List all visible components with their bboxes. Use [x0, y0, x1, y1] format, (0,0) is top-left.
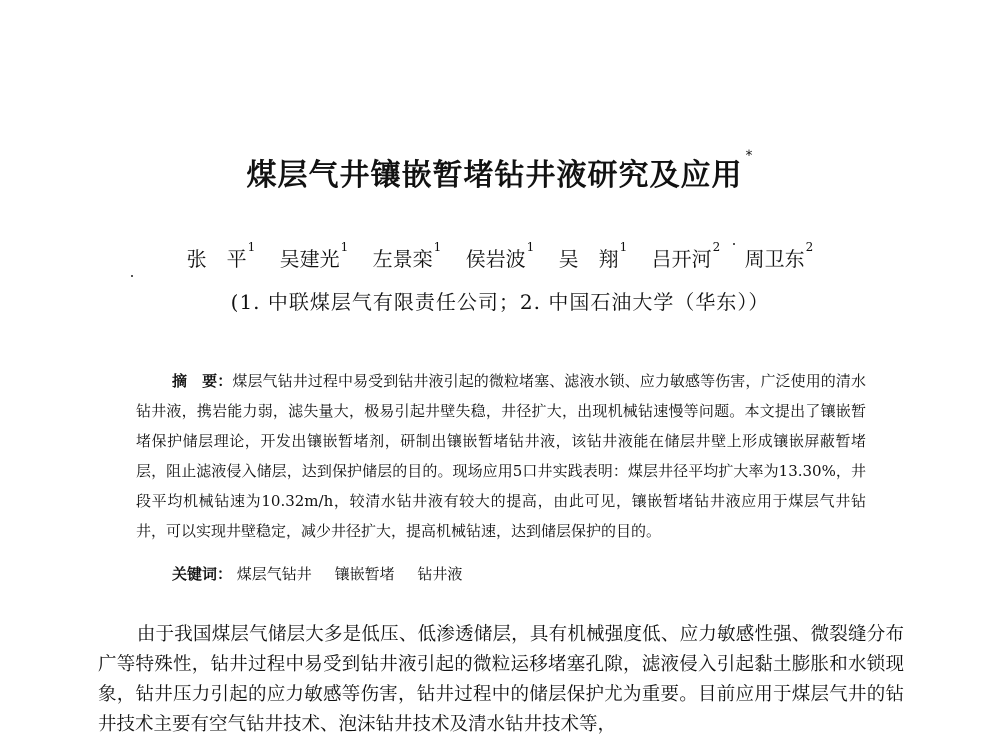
- author-affiliation-mark: 2: [805, 240, 814, 254]
- keyword: 镶嵌暂堵: [334, 565, 395, 583]
- abstract-label: 摘 要：: [172, 372, 233, 390]
- author: [651, 240, 721, 272]
- author-name: 周卫东: [744, 247, 805, 271]
- keywords: [172, 563, 480, 584]
- author-affiliation-mark: 1: [526, 240, 535, 254]
- author-name: 张 平: [186, 247, 247, 271]
- author-name: 吴建光: [279, 247, 340, 271]
- abstract: [136, 366, 866, 546]
- author: [465, 240, 535, 272]
- author-affiliation-mark: 1: [433, 240, 442, 254]
- author: [744, 240, 814, 272]
- keyword: 钻井液: [417, 565, 463, 583]
- author: [186, 240, 256, 272]
- keywords-label: 关键词：: [172, 565, 233, 583]
- author: [279, 240, 349, 272]
- author: [372, 240, 442, 272]
- author-affiliation-mark: 1: [247, 240, 256, 254]
- body-paragraph: 由于我国煤层气储层大多是低压、低渗透储层，具有机械强度低、应力敏感性强、微裂缝分布广等特殊性，钻井过程中易受到钻井液引起的微粒运移堵塞孔隙，滤液侵入引起黏土膨胀和水锁现象，钻井压力引起的应力敏感等伤害，钻井过程中的储层保护尤为重要。目前应用于煤层气井的钻井技术主要有空气钻井技术、泡沫钻井技术及清水钻井技术等，: [98, 624, 904, 735]
- author: [558, 240, 628, 272]
- title-footnote-mark: *: [745, 148, 754, 164]
- title-text: 煤层气井镶嵌暂堵钻井液研究及应用: [246, 158, 743, 193]
- author-name: 左景栾: [372, 247, 433, 271]
- keyword: 煤层气钻井: [236, 565, 312, 583]
- author-name: 侯岩波: [465, 247, 526, 271]
- author-name: 吕开河: [651, 247, 712, 271]
- affiliations: (1. 中联煤层气有限责任公司；2. 中国石油大学（华东））: [230, 290, 770, 314]
- author-affiliation-mark: 1: [619, 240, 628, 254]
- author-affiliation-mark: 1: [340, 240, 349, 254]
- author-list: [0, 240, 1000, 272]
- author-affiliation-mark: 2: [712, 240, 721, 254]
- scan-speck: [733, 243, 735, 245]
- paper-title: [0, 150, 1000, 194]
- scan-speck: [131, 275, 133, 277]
- author-name: 吴 翔: [558, 247, 619, 271]
- abstract-text: 煤层气钻井过程中易受到钻井液引起的微粒堵塞、滤液水锁、应力敏感等伤害，广泛使用的清水钻井液，携岩能力弱，滤失量大，极易引起井壁失稳，井径扩大，出现机械钻速慢等问题。本文提出了镶嵌暂堵保护储层理论，开发出镶嵌暂堵剂，研制出镶嵌暂堵钻井液，该钻井液能在储层井壁上形成镶嵌屏蔽暂堵层，阻止滤液侵入储层，达到保护储层的目的。现场应用5口井实践表明：煤层井径平均扩大率为13.30%，井段平均机械钻速为10.32m/h，较清水钻井液有较大的提高，由此可见，镶嵌暂堵钻井液应用于煤层气井钻井，可以实现井壁稳定，减少井径扩大，提高机械钻速，达到储层保护的目的。: [136, 372, 866, 540]
